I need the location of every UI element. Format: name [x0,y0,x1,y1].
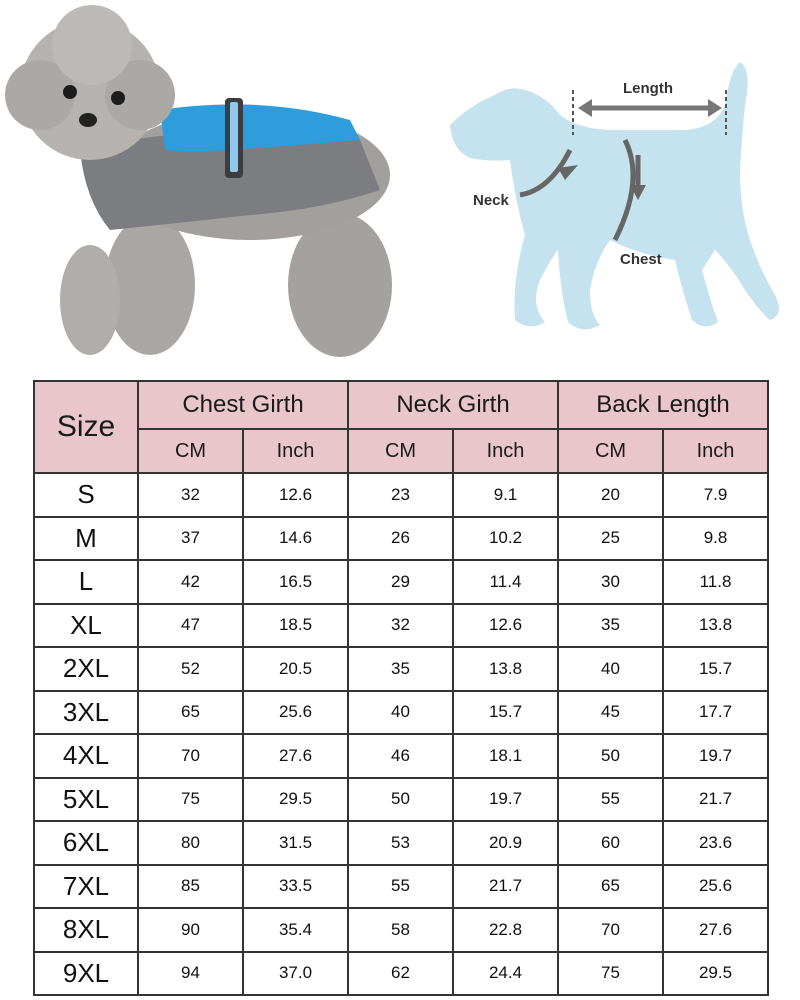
measurement-cell: 20.5 [243,647,348,691]
measurement-cell: 13.8 [663,604,768,648]
size-cell: 3XL [34,691,138,735]
measurement-cell: 15.7 [453,691,558,735]
table-row [34,865,768,909]
measurement-cell: 70 [138,734,243,778]
unit-header: CM [558,429,663,473]
measurement-cell: 45 [558,691,663,735]
table-header [34,381,768,473]
measurement-cell: 21.7 [453,865,558,909]
measurement-cell: 20.9 [453,821,558,865]
measurement-cell: 29 [348,560,453,604]
measurement-cell: 9.8 [663,517,768,561]
header-group-row [34,381,768,429]
measurement-cell: 12.6 [453,604,558,648]
measurement-cell: 26 [348,517,453,561]
table-row [34,952,768,996]
dog-raincoat-photo [0,0,420,370]
table-row [34,517,768,561]
unit-header: CM [348,429,453,473]
size-cell: 6XL [34,821,138,865]
measurement-cell: 33.5 [243,865,348,909]
unit-header: Inch [663,429,768,473]
measurement-cell: 46 [348,734,453,778]
chest-label: Chest [620,251,662,268]
measurement-cell: 30 [558,560,663,604]
measurement-cell: 25 [558,517,663,561]
table-row [34,821,768,865]
measurement-cell: 53 [348,821,453,865]
measurement-cell: 90 [138,908,243,952]
measurement-cell: 65 [558,865,663,909]
measurement-cell: 29.5 [663,952,768,996]
header-unit-row [34,429,768,473]
measurement-cell: 40 [348,691,453,735]
size-cell: 7XL [34,865,138,909]
measurement-cell: 23.6 [663,821,768,865]
measurement-cell: 32 [348,604,453,648]
measurement-cell: 50 [558,734,663,778]
measurement-cell: 13.8 [453,647,558,691]
measurement-cell: 12.6 [243,473,348,517]
neck-label: Neck [473,192,509,209]
table-body [34,473,768,995]
measurement-cell: 29.5 [243,778,348,822]
measurement-cell: 17.7 [663,691,768,735]
table-row [34,691,768,735]
measurement-cell: 11.8 [663,560,768,604]
table-row [34,778,768,822]
measurement-cell: 25.6 [663,865,768,909]
measurement-cell: 75 [558,952,663,996]
measurement-cell: 55 [348,865,453,909]
measurement-cell: 60 [558,821,663,865]
measurement-cell: 19.7 [663,734,768,778]
size-cell: 2XL [34,647,138,691]
measurement-cell: 37.0 [243,952,348,996]
measurement-cell: 52 [138,647,243,691]
neck-girth-header: Neck Girth [348,381,558,429]
unit-header: CM [138,429,243,473]
measurement-cell: 21.7 [663,778,768,822]
size-cell: 9XL [34,952,138,996]
measurement-cell: 94 [138,952,243,996]
measurement-cell: 25.6 [243,691,348,735]
measurement-cell: 70 [558,908,663,952]
measurement-cell: 58 [348,908,453,952]
measurement-cell: 24.4 [453,952,558,996]
product-header [0,0,800,378]
measurement-cell: 35 [348,647,453,691]
measurement-cell: 80 [138,821,243,865]
measurement-cell: 18.1 [453,734,558,778]
size-cell: M [34,517,138,561]
measurement-cell: 22.8 [453,908,558,952]
size-cell: 4XL [34,734,138,778]
measurement-cell: 75 [138,778,243,822]
measurement-cell: 27.6 [663,908,768,952]
measurement-cell: 35.4 [243,908,348,952]
measurement-cell: 11.4 [453,560,558,604]
measurement-cell: 27.6 [243,734,348,778]
table-row [34,647,768,691]
measurement-cell: 37 [138,517,243,561]
table-row [34,473,768,517]
table-row [34,560,768,604]
measurement-cell: 35 [558,604,663,648]
chest-girth-header: Chest Girth [138,381,348,429]
table-row [34,604,768,648]
length-label: Length [623,80,673,97]
size-cell: 8XL [34,908,138,952]
measurement-cell: 47 [138,604,243,648]
measurement-cell: 9.1 [453,473,558,517]
measurement-cell: 14.6 [243,517,348,561]
unit-header: Inch [243,429,348,473]
measurement-cell: 16.5 [243,560,348,604]
measurement-cell: 7.9 [663,473,768,517]
size-cell: S [34,473,138,517]
measurement-cell: 62 [348,952,453,996]
unit-header: Inch [453,429,558,473]
size-cell: L [34,560,138,604]
measurement-cell: 32 [138,473,243,517]
measurement-cell: 15.7 [663,647,768,691]
measurement-cell: 18.5 [243,604,348,648]
measurement-cell: 40 [558,647,663,691]
measurement-cell: 42 [138,560,243,604]
measurement-cell: 50 [348,778,453,822]
measurement-cell: 20 [558,473,663,517]
table-row [34,908,768,952]
measurement-cell: 19.7 [453,778,558,822]
measurement-cell: 85 [138,865,243,909]
measurement-cell: 65 [138,691,243,735]
table-row [34,734,768,778]
size-cell: XL [34,604,138,648]
size-column-header: Size [34,381,138,473]
size-chart-table [33,380,769,996]
measurement-cell: 55 [558,778,663,822]
size-cell: 5XL [34,778,138,822]
measurement-cell: 23 [348,473,453,517]
back-length-header: Back Length [558,381,768,429]
measurement-cell: 31.5 [243,821,348,865]
measurement-cell: 10.2 [453,517,558,561]
